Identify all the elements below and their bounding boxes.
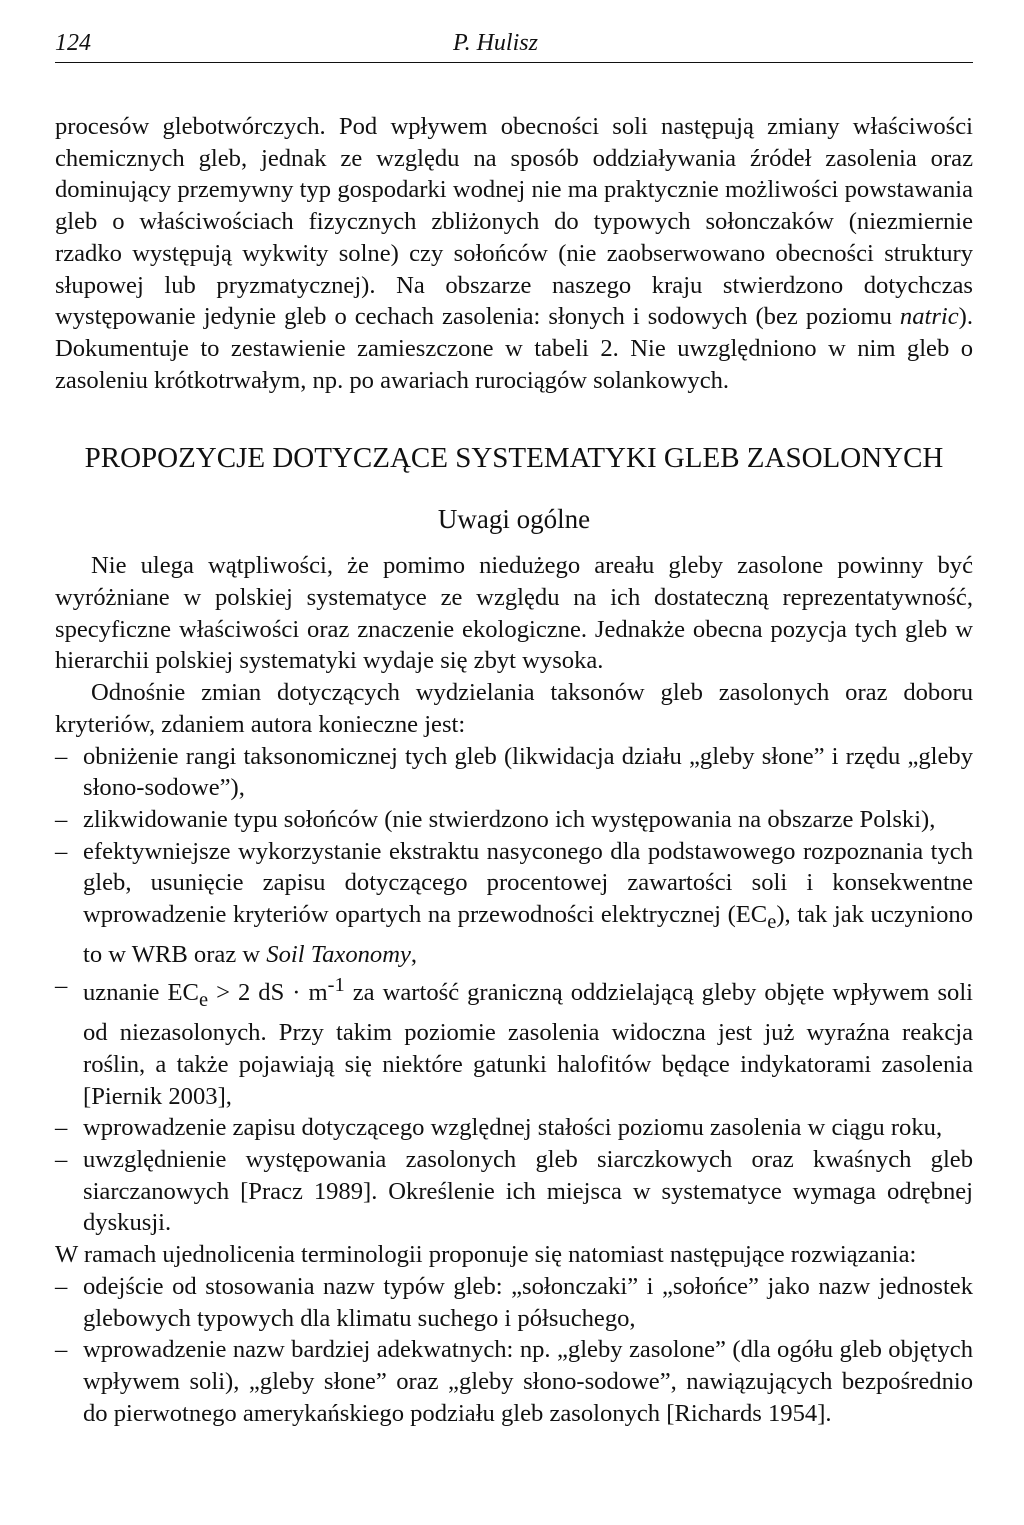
list-item-text: > 2 dS · m (208, 979, 328, 1007)
section-title: PROPOZYCJE DOTYCZĄCE SYSTEMATYKI GLEB ZASOLONYCH (84, 442, 944, 475)
list-item-text: obniżenie rangi taksonomicznej tych gleb (likwidacja działu „gleby słone” i rzędu „gleby słono-sodowe”), (83, 742, 973, 802)
list-item-text: , (410, 940, 418, 968)
intro-term-natric: natric (899, 303, 959, 331)
list-item-text: za wartość graniczną oddzielającą gleby objęte wpływem soli od niezasolonych. Przy takim poziomie zasolenia widoczna jest już wyraźna reakcja roślin, a także pojawiają się niektóre gatunki halofitów będące indykatorami zasolenia [Piernik 2003], (83, 979, 973, 1110)
subscript-e: e (198, 989, 209, 1012)
dash-marker: – (55, 1336, 68, 1364)
list-item (55, 1334, 973, 1429)
dash-marker: – (55, 1272, 68, 1300)
dash-marker: – (55, 1114, 68, 1142)
terminology-list (55, 1271, 973, 1430)
terminology-paragraph: W ramach ujednolicenia terminologii proponuje się natomiast następujące rozwiązania: (55, 1241, 917, 1269)
general-paragraph-2: Odnośnie zmian dotyczących wydzielania taksonów gleb zasolonych oraz doboru kryteriów, zdaniem autora konieczne jest: (55, 679, 973, 738)
list-item-text: ), tak jak uczyniono to w WRB oraz w (83, 901, 973, 968)
dash-marker: – (55, 805, 68, 833)
list-item-text: uwzględnienie występowania zasolonych gleb siarczkowych oraz kwaśnych gleb siarczanowych [Pracz 1989]. Określenie ich miejsca w systematyce wymaga odrębnej dyskusji. (83, 1145, 973, 1237)
superscript-minus-one: -1 (327, 974, 345, 997)
list-item (55, 1271, 973, 1334)
intro-text-a: procesów glebotwórczych. Pod wpływem obecności soli następują zmiany właściwości chemicznych gleb, jednak ze względu na sposób oddziaływania źródeł zasolenia oraz dominujący przemywny typ gospodarki wodnej nie ma praktycznie możliwości powstawania gleb o właściwościach fizycznych zbliżonych do typowych sołonczaków (niezmiernie rzadko występują wykwity solne) czy sołońców (nie zaobserwowano obecności struktury słupowej lub pryzmatycznej). Na obszarze naszego kraju stwierdzono dotychczas występowanie jedynie gleb o cechach zasolenia: słonych i sodowych (bez poziomu (55, 113, 973, 331)
intro-text-b: ). Dokumentuje to zestawienie zamieszczone w tabeli 2. Nie uwzględniono w nim gleb o zasoleniu krótkotrwałym, np. po awariach rurociągów solankowych. (55, 303, 973, 394)
general-paragraph-1: Nie ulega wątpliwości, że pomimo niedużego areału gleby zasolone powinny być wyróżniane w polskiej systematyce ze względu na ich dostateczną reprezentatywność, specyficzne właściwości oraz znaczenie ekologiczne. Jednakże obecna pozycja tych gleb w hierarchii polskiej systematyki wydaje się zbyt wysoka. (55, 552, 973, 675)
running-header (55, 22, 973, 63)
list-item (55, 1112, 973, 1144)
list-item-text: uznanie EC (83, 979, 199, 1007)
soil-taxonomy-term: Soil Taxonomy (266, 940, 411, 968)
list-item (55, 741, 973, 804)
criteria-list (55, 741, 973, 1240)
list-item (55, 804, 973, 836)
page-number: 124 (55, 30, 91, 56)
list-item-text: wprowadzenie nazw bardziej adekwatnych: np. „gleby zasolone” (dla ogółu gleb objętych wpływem soli), „gleby słone” oraz „gleby słono-sodowe”, nawiązujących bezpośrednio do pierwotnego amerykańskiego podziału gleb zasolonych [Richards 1954]. (83, 1336, 973, 1427)
dash-marker: – (55, 972, 68, 1000)
list-item-text: zlikwidowanie typu sołońców (nie stwierdzono ich występowania na obszarze Polski), (83, 805, 936, 833)
list-item-text: odejście od stosowania nazw typów gleb: „sołonczaki” i „sołońce” jako nazw jednostek glebowych typowych dla klimatu suchego i półsuchego, (83, 1272, 973, 1332)
dash-marker: – (55, 742, 68, 770)
list-item (55, 1144, 973, 1239)
running-author: P. Hulisz (453, 30, 538, 56)
list-item-text: efektywniejsze wykorzystanie ekstraktu nasyconego dla podstawowego rozpoznania tych gleb, usunięcie zapisu dotyczącego procentowej zawartości soli i konsekwentne wprowadzenie kryteriów opartych na przewodności elektrycznej (EC (83, 837, 973, 929)
intro-paragraph (55, 111, 973, 396)
list-item (55, 836, 973, 971)
list-item (55, 970, 973, 1112)
subscript-e: e (767, 910, 777, 933)
dash-marker: – (55, 1145, 68, 1173)
dash-marker: – (55, 837, 68, 865)
page (55, 22, 973, 1429)
list-item-text: wprowadzenie zapisu dotyczącego względnej stałości poziomu zasolenia w ciągu roku, (83, 1114, 943, 1142)
subsection-title: Uwagi ogólne (437, 504, 591, 535)
